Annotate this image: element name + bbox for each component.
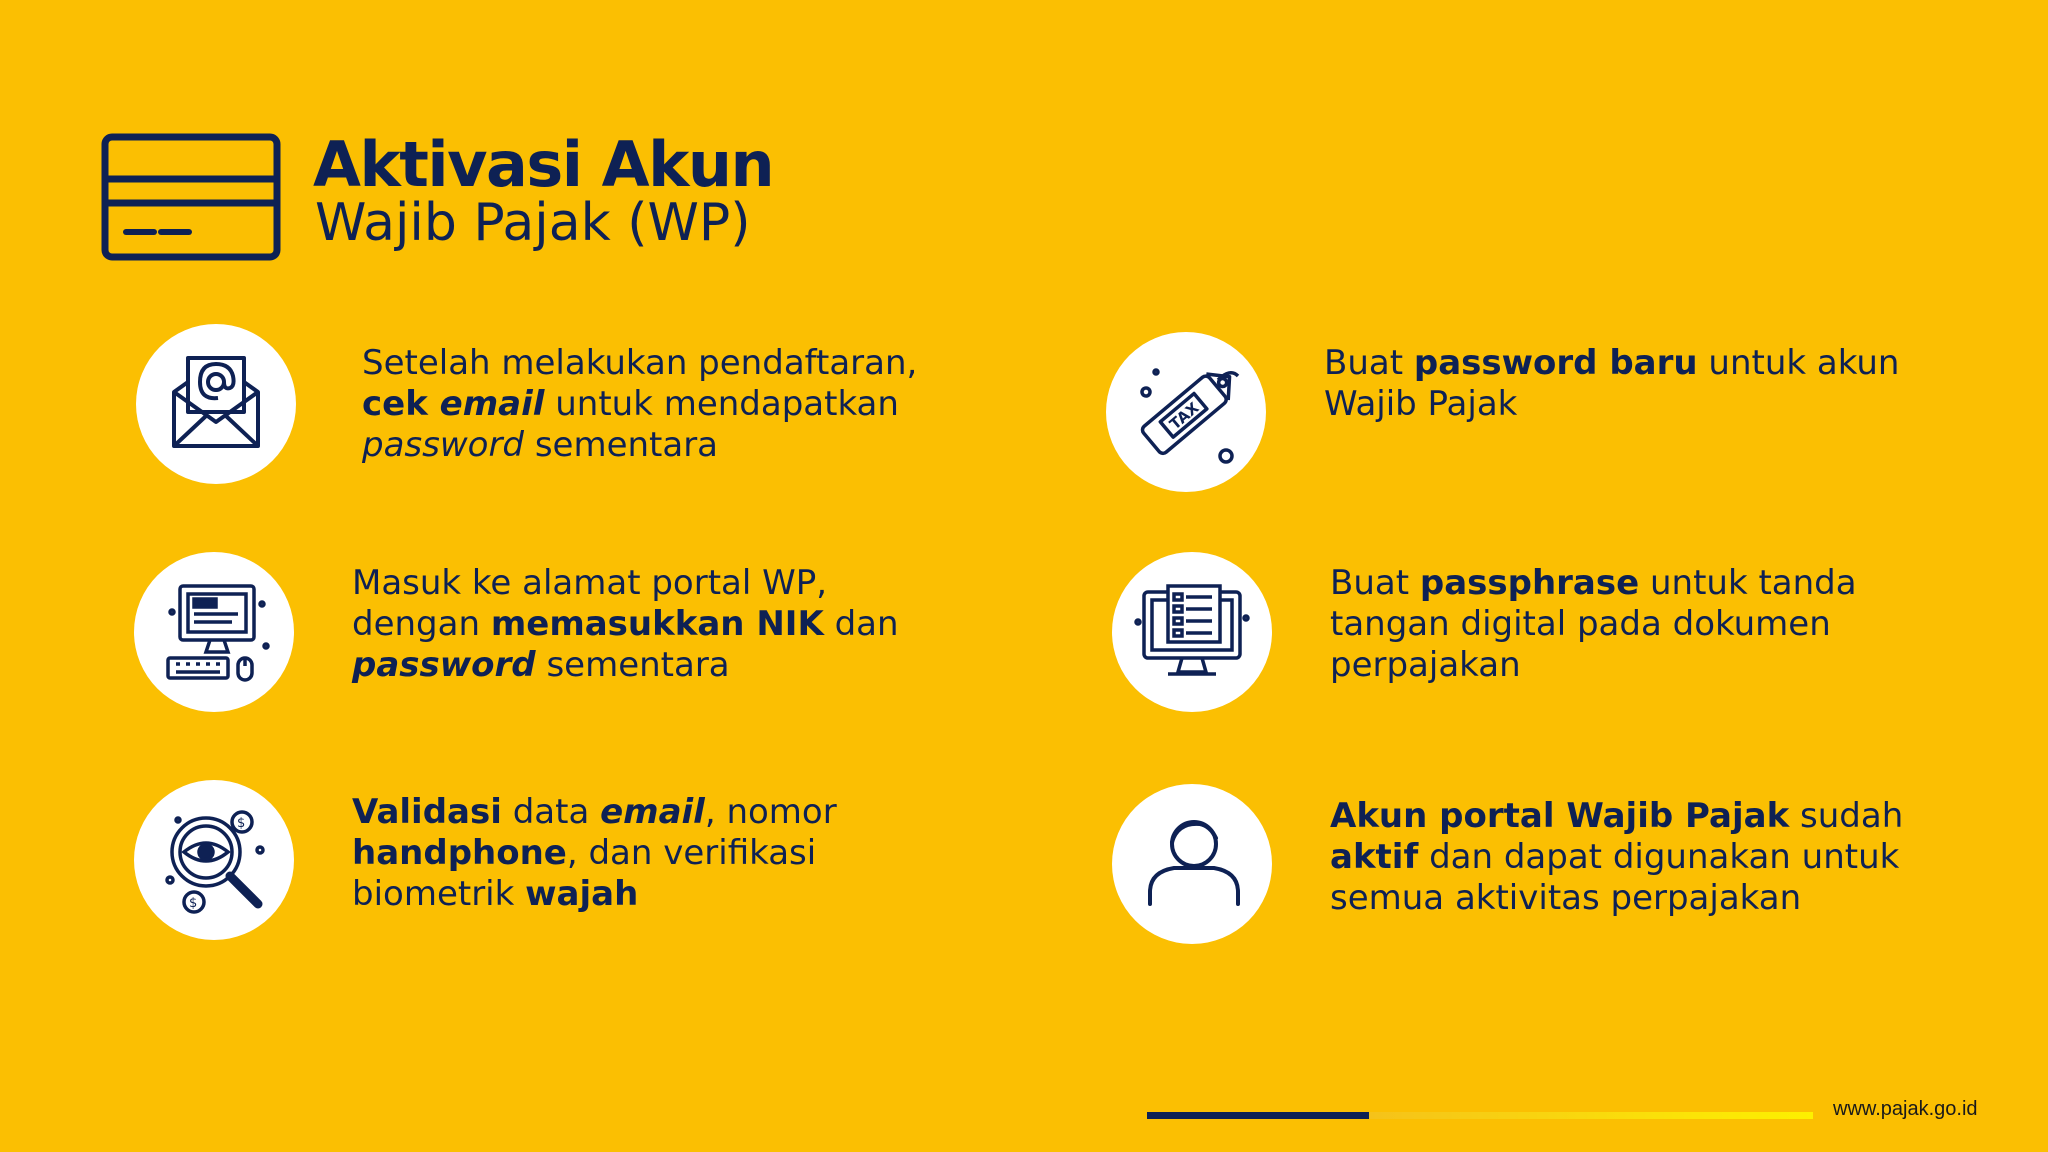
- svg-text:$: $: [237, 816, 246, 831]
- svg-text:$: $: [189, 896, 198, 911]
- footer-bar-gradient: [1369, 1112, 1813, 1119]
- page-subtitle: Wajib Pajak (WP): [315, 193, 751, 253]
- step-icon-circle: [1106, 332, 1266, 492]
- monitor-document-icon: [1112, 552, 1272, 712]
- step-text-4: Buat password baru untuk akun Wajib Pajak: [1324, 343, 1900, 424]
- step-text-5: Buat passphrase untuk tanda tangan digital pada dokumen perpajakan: [1330, 563, 1857, 685]
- step-text-2: Masuk ke alamat portal WP, dengan memasukkan NIK dan password sementara: [352, 563, 899, 685]
- computer-keyboard-icon: [134, 552, 294, 712]
- step-text-1: Setelah melakukan pendaftaran, cek email untuk mendapatkan password sementara: [362, 343, 918, 465]
- tax-tag-icon: [1106, 332, 1266, 492]
- eye-magnifier-icon: [134, 780, 294, 940]
- footer-bar-dark: [1147, 1112, 1369, 1119]
- credit-card-icon: [100, 132, 286, 264]
- page-title: Aktivasi Akun: [313, 128, 774, 201]
- step-icon-circle: [1112, 552, 1272, 712]
- step-icon-circle: [1112, 784, 1272, 944]
- website-url: www.pajak.go.id: [1833, 1098, 1978, 1120]
- user-icon: [1112, 784, 1272, 944]
- step-text-6: Akun portal Wajib Pajak sudah aktif dan dapat digunakan untuk semua aktivitas perpajakan: [1330, 796, 1904, 918]
- step-icon-circle: [136, 324, 296, 484]
- step-icon-circle: [134, 780, 294, 940]
- step-text-3: Validasi data email, nomor handphone, dan verifikasi biometrik wajah: [352, 792, 837, 914]
- email-envelope-icon: [136, 324, 296, 484]
- svg-text:TAX: TAX: [1166, 398, 1203, 434]
- step-icon-circle: [134, 552, 294, 712]
